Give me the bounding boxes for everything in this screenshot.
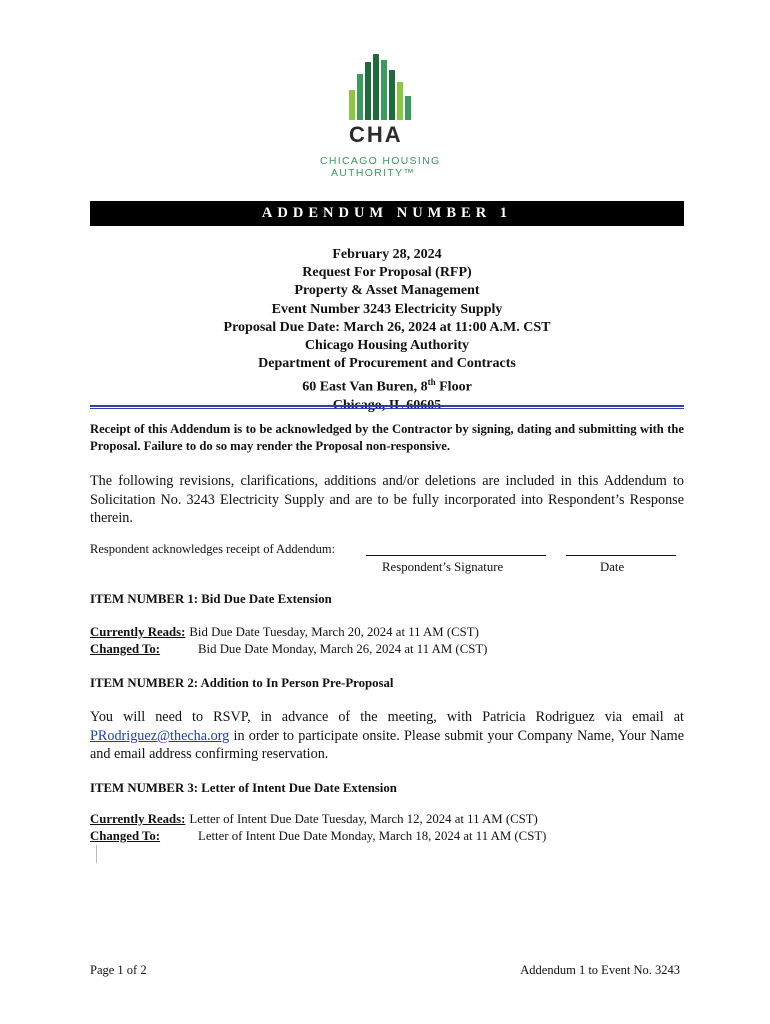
item-3-currently-value: Letter of Intent Due Date Tuesday, March 12, 2024 at 11 AM (CST) (189, 812, 538, 826)
item-3-currently-row (90, 812, 538, 827)
logo-wordmark: CHA (349, 122, 403, 147)
header-due-date: Proposal Due Date: March 26, 2024 at 11:00 A.M. CST (223, 319, 551, 335)
logo-subtitle-line2: AUTHORITY™ (331, 167, 416, 179)
item-2-paragraph (90, 708, 684, 764)
cha-skyline-logo-icon (349, 52, 411, 120)
header-block (90, 246, 684, 415)
signature-line[interactable] (366, 555, 546, 556)
acknowledgement-label: Respondent acknowledges receipt of Addendum: (90, 542, 336, 556)
item-2-text-post: in order to participate onsite. Please submit your Company Name, Your Name and email address confirming reservation. (90, 727, 684, 762)
header-event: Event Number 3243 Electricity Supply (271, 301, 503, 317)
addendum-title-bar (90, 201, 684, 226)
header-date: February 28, 2024 (332, 247, 442, 262)
address-floor: Floor (435, 380, 472, 396)
header-rfp: Request For Proposal (RFP) (302, 265, 472, 281)
address-street: 60 East Van Buren, 8 (302, 380, 428, 396)
item-2-heading: ITEM NUMBER 2: Addition to In Person Pre-Proposal (90, 676, 394, 690)
logo-subtitle-line1: CHICAGO HOUSING (320, 155, 441, 167)
item-3-changed-label: Changed To: (90, 829, 161, 843)
receipt-notice: Receipt of this Addendum is to be acknowledged by the Contractor by signing, dating and submitting with the Proposal. Failure to do so may render the Proposal non-responsive. (90, 422, 684, 453)
signature-label: Respondent’s Signature (382, 560, 504, 574)
header-city: Chicago, IL 60605 (332, 398, 442, 414)
footer-reference: Addendum 1 to Event No. 3243 (520, 963, 680, 977)
item-1-changed-value: Bid Due Date Monday, March 26, 2024 at 11 AM (CST) (198, 642, 488, 656)
header-subject: Property & Asset Management (294, 283, 480, 299)
item-1-currently-row (90, 625, 479, 640)
text-cursor-mark (96, 845, 97, 863)
item-1-currently-label: Currently Reads: (90, 625, 186, 639)
item-1-changed-row (90, 642, 487, 657)
item-3-currently-label: Currently Reads: (90, 812, 186, 826)
header-dept: Department of Procurement and Contracts (258, 356, 516, 372)
addendum-title: ADDENDUM NUMBER 1 (261, 205, 513, 221)
rsvp-email-link[interactable]: PRodriguez@thecha.org (90, 727, 230, 744)
date-label: Date (600, 560, 625, 574)
item-1-heading: ITEM NUMBER 1: Bid Due Date Extension (90, 592, 332, 606)
cha-logo (315, 52, 445, 179)
header-address (90, 373, 684, 397)
revisions-paragraph: The following revisions, clarifications, additions and/or deletions are included in this Addendum to Solicitation No. 3243 Electricity Supply and are to be fully incorporated into Respondent’s Response therein. (90, 473, 684, 526)
footer-page-number: Page 1 of 2 (90, 963, 147, 977)
item-3-changed-value: Letter of Intent Due Date Monday, March 18, 2024 at 11 AM (CST) (198, 829, 547, 843)
date-line[interactable] (566, 555, 676, 556)
item-1-currently-value: Bid Due Date Tuesday, March 20, 2024 at 11 AM (CST) (189, 625, 479, 639)
header-org: Chicago Housing Authority (304, 338, 470, 354)
item-3-changed-row (90, 829, 546, 844)
item-1-changed-label: Changed To: (90, 642, 161, 656)
divider-rule (90, 405, 684, 409)
item-2-text-pre: You will need to RSVP, in advance of the meeting, with Patricia Rodriguez via email at (90, 709, 684, 725)
item-3-heading: ITEM NUMBER 3: Letter of Intent Due Date Extension (90, 781, 397, 795)
address-superscript: th (427, 377, 436, 388)
